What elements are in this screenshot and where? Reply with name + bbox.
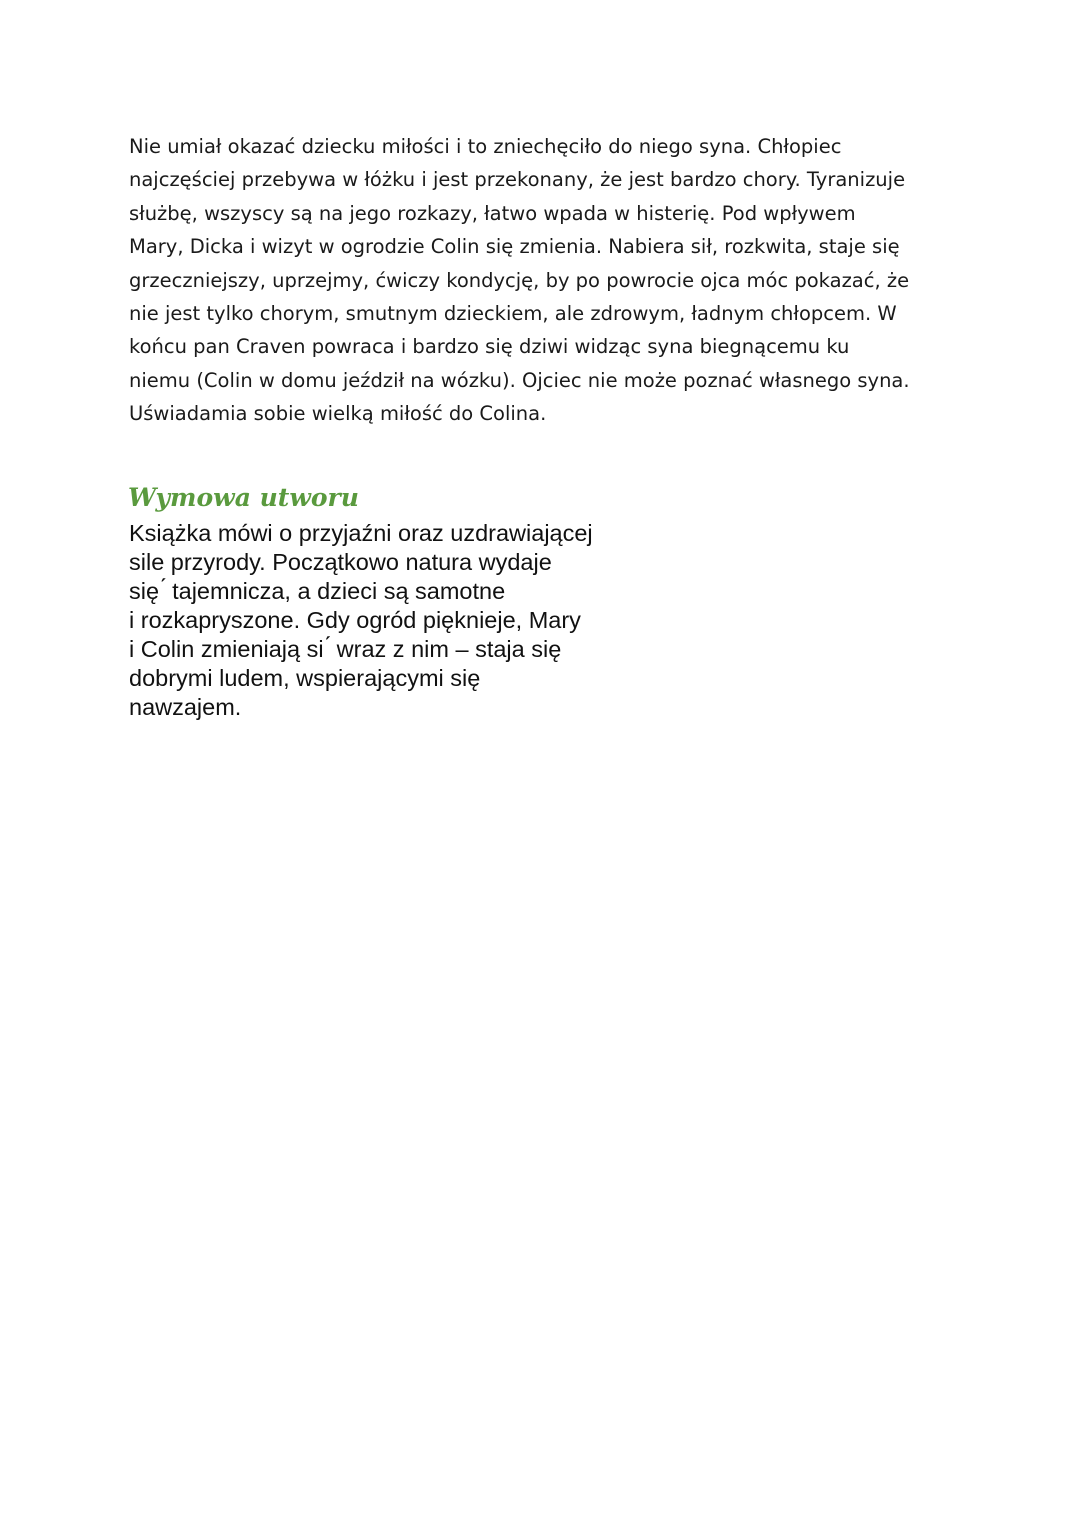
paragraph-line: służbę, wszyscy są na jego rozkazy, łatwo wpada w histerię. Pod wpływem: [129, 201, 856, 225]
paragraph-line: nie jest tylko chorym, smutnym dzieckiem, ale zdrowym, ładnym chłopcem. W: [129, 301, 897, 325]
paragraph-line: Uświadamia sobie wielką miłość do Colina.: [129, 402, 547, 426]
section-heading: Wymowa utworu: [128, 483, 359, 512]
section-line: sile przyrody. Początkowo natura wydaje: [129, 549, 552, 575]
section-line: dobrymi ludem, wspierającymi się: [129, 665, 481, 691]
paragraph-line: grzeczniejszy, uprzejmy, ćwiczy kondycję, by po powrocie ojca móc pokazać, że: [129, 268, 910, 292]
paragraph-line: najczęściej przebywa w łóżku i jest przekonany, że jest bardzo chory. Tyranizuje: [129, 168, 906, 192]
section-line: i Colin zmieniają si ́ wraz z nim – staja się: [129, 636, 562, 662]
summary-paragraph: [129, 130, 959, 431]
section-line: się ́ tajemnicza, a dzieci są samotne: [129, 578, 506, 604]
paragraph-line: końcu pan Craven powraca i bardzo się dziwi widząc syna biegnącemu ku: [129, 335, 850, 359]
section-line: Książka mówi o przyjaźni oraz uzdrawiającej: [129, 520, 593, 546]
section-line: i rozkapryszone. Gdy ogród pięknieje, Mary: [129, 607, 581, 633]
section-line: nawzajem.: [129, 694, 242, 720]
paragraph-line: niemu (Colin w domu jeździł na wózku). Ojciec nie może poznać własnego syna.: [129, 368, 910, 392]
paragraph-line: Mary, Dicka i wizyt w ogrodzie Colin się zmienia. Nabiera sił, rozkwita, staje się: [129, 235, 900, 259]
section-body: [129, 519, 649, 722]
paragraph-line: Nie umiał okazać dziecku miłości i to zniechęciło do niego syna. Chłopiec: [129, 135, 842, 158]
